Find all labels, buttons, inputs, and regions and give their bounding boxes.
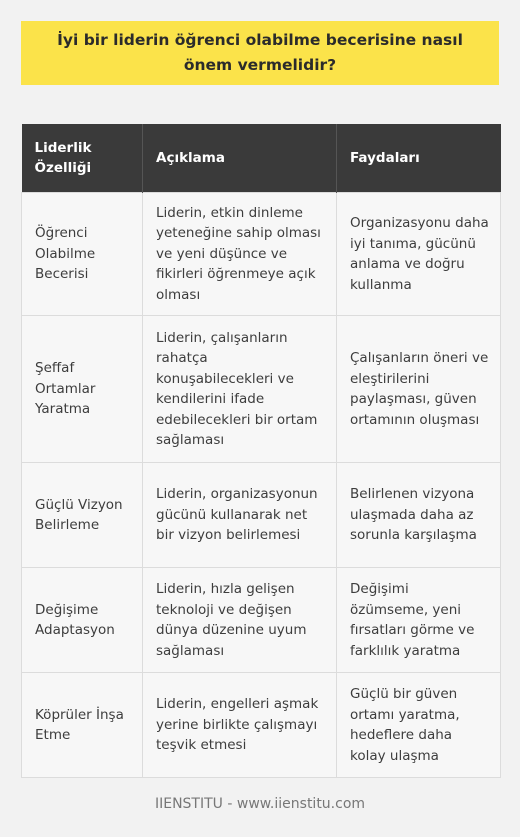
page-title: İyi bir liderin öğrenci olabilme becerisine nasıl önem vermelidir? xyxy=(57,31,463,74)
table-row xyxy=(22,673,501,778)
row-benefits: Güçlü bir güven ortamı yaratma, hedeflere daha kolay ulaşma xyxy=(337,673,501,778)
row-feature: Şeffaf Ortamlar Yaratma xyxy=(22,316,143,463)
header-description: Açıklama xyxy=(143,124,337,193)
title-banner xyxy=(21,21,499,85)
row-benefits: Değişimi özümseme, yeni fırsatları görme ve farklılık yaratma xyxy=(337,568,501,673)
table-row xyxy=(22,568,501,673)
leadership-table xyxy=(21,124,501,778)
row-feature: Öğrenci Olabilme Becerisi xyxy=(22,193,143,316)
row-description: Liderin, engelleri aşmak yerine birlikte çalışmayı teşvik etmesi xyxy=(143,673,337,778)
row-feature: Değişime Adaptasyon xyxy=(22,568,143,673)
row-feature: Köprüler İnşa Etme xyxy=(22,673,143,778)
row-description: Liderin, etkin dinleme yeteneğine sahip olması ve yeni düşünce ve fikirleri öğrenmeye açık olması xyxy=(143,193,337,316)
row-description: Liderin, çalışanların rahatça konuşabilecekleri ve kendilerini ifade edebilecekleri bir ortam sağlaması xyxy=(143,316,337,463)
table-row xyxy=(22,316,501,463)
row-benefits: Organizasyonu daha iyi tanıma, gücünü anlama ve doğru kullanma xyxy=(337,193,501,316)
row-benefits: Çalışanların öneri ve eleştirilerini paylaşması, güven ortamının oluşması xyxy=(337,316,501,463)
table-row xyxy=(22,463,501,568)
row-description: Liderin, organizasyonun gücünü kullanarak net bir vizyon belirlemesi xyxy=(143,463,337,568)
footer-credit: IIENSTITU - www.iienstitu.com xyxy=(154,796,366,812)
row-benefits: Belirlenen vizyona ulaşmada daha az sorunla karşılaşma xyxy=(337,463,501,568)
header-benefits: Faydaları xyxy=(337,124,501,193)
table-header-row xyxy=(22,124,501,193)
table-row xyxy=(22,193,501,316)
row-description: Liderin, hızla gelişen teknoloji ve değişen dünya düzenine uyum sağlaması xyxy=(143,568,337,673)
header-feature: Liderlik Özelliği xyxy=(22,124,143,193)
row-feature: Güçlü Vizyon Belirleme xyxy=(22,463,143,568)
